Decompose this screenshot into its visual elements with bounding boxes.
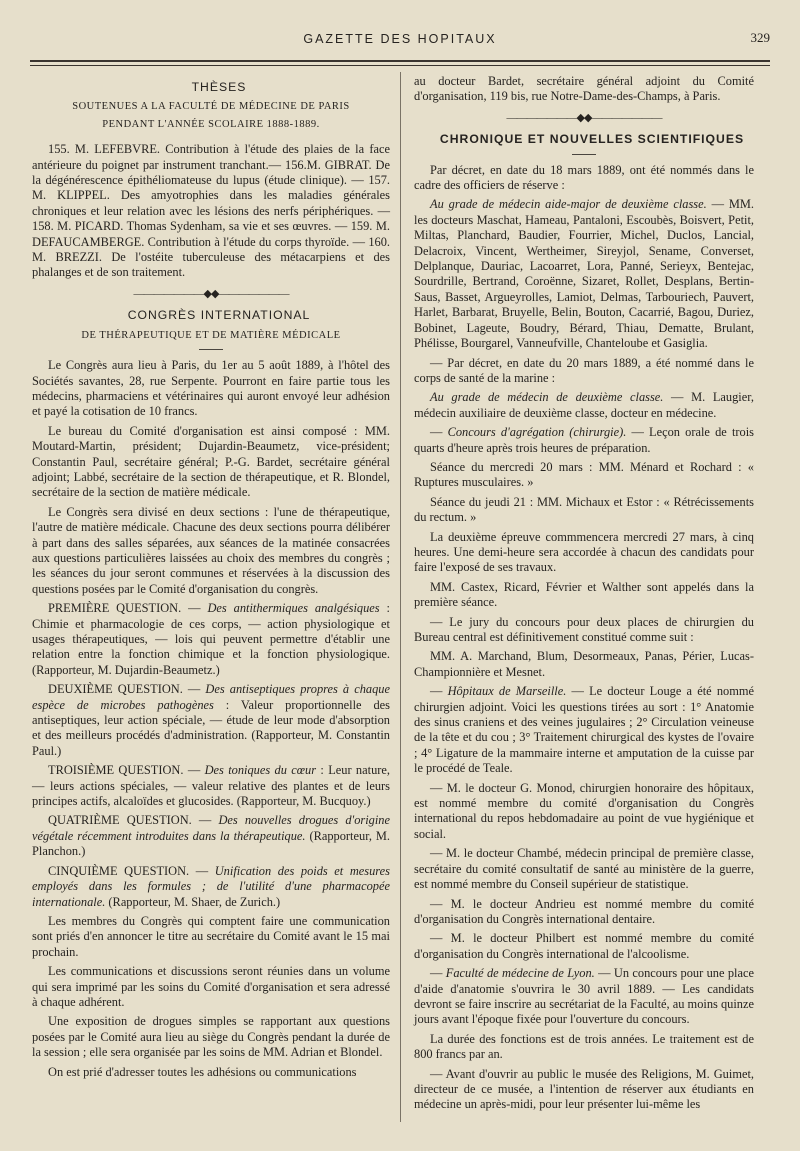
congres-paragraph: Une exposition de drogues simples se rapportant aux questions posées par le Comité aura lieu au siège du Congrès pendant la durée de la session ; elle sera organisée par les soins de MM. Adrian et Blondel. — [32, 1014, 390, 1060]
congres-heading: CONGRÈS INTERNATIONAL — [127, 308, 311, 323]
short-rule — [572, 154, 596, 155]
page-number: 329 — [750, 30, 770, 45]
theses-body: 155. M. LEFEBVRE. Contribution à l'étude des plaies de la face antérieure du poignet par instrument tranchant.— 156.M. GIBRAT. De la dégénérescence épithéliomateuse du lupus (étude clinique). — 157. M. KLIPPEL. Des amyotrophies dans les maladies générales chroniques et leur relation avec les lésions des nerfs périphériques. — 158. M. PICARD. Thomas Sydenham, sa vie et ses œuvres. — 159. M. DEFAUCAMBERGE. Contribution à l'étude du corps thyroïde. — 160. M. BREZZI. De l'ostéite tuberculeuse des métacarpiens et des phalanges et de son traitement. — [32, 142, 390, 280]
congres-paragraph: Le Congrès sera divisé en deux sections : l'une de thérapeutique, l'autre de matière médicale. Chacune des deux sections pourra délibérer à part dans des salles séparées, aux séances de la matinée consacrées aux questions particulières laissées au choix des membres du congrès ; les séances du jour seront communes et réservées à la discussion des questions posées par le Comité d'organisation du congrès. — [32, 504, 390, 596]
news-italic: Faculté de médecine de Lyon. — [445, 966, 595, 981]
news-text: — Leçon orale de trois quarts d'heure après trois heures de préparation. — [414, 425, 754, 455]
news-paragraph: MM. A. Marchand, Blum, Desormeaux, Panas, Périer, Lucas-Championnière et Mesnet. — [414, 649, 754, 679]
question-label: PREMIÈRE QUESTION. — — [48, 601, 201, 616]
question-title: Des antiseptiques propres à chaque espèce de microbes pathogènes — [32, 682, 390, 712]
news-paragraph: — Faculté de médecine de Lyon. — Un concours pour une place d'aide d'anatomie s'ouvrira le 30 avril 1889. — Les candidats devront se faire inscrire au secrétariat de la Faculté, au moins quinze jours avant l'époque fixée pour l'ouverture du concours. — [414, 966, 754, 1027]
news-italic: Concours d'agrégation (chirurgie). — [447, 425, 627, 440]
left-column — [32, 74, 390, 1084]
continuation-paragraph: au docteur Bardet, secrétaire général adjoint du Comité d'organisation, 119 bis, rue Notre-Dame-des-Champs, à Paris. — [414, 74, 754, 104]
news-paragraph: — Hôpitaux de Marseille. — Le docteur Louge a été nommé chirurgien adjoint. Voici les questions tirées au sort : 1° Anatomie des sinus craniens et des veines jugulaires ; 2° Circulation veineuse de la tête et du cou ; 3° Traitement chirurgical des kystes de l'ovaire ; 4° Ligature de la mammaire interne et amputation de la cuisse par le procédé de Teale. — [414, 684, 754, 776]
theses-heading: THÈSES — [191, 80, 247, 94]
news-paragraph: — Avant d'ouvrir au public le musée des Religions, M. Guimet, directeur de ce musée, a l'intention de réserver aux étudiants en médecine un après-midi, pour leur présenter lui-même les — [414, 1066, 754, 1112]
question-5 — [32, 864, 390, 910]
news-paragraph: Par décret, en date du 18 mars 1889, ont été nommés dans le cadre des officiers de réserve : — [414, 162, 754, 193]
question-text: : Chimie et pharmacologie de ces corps, — action physiologique et usages thérapeutiques, — lois qui peuvent permettre d'établir une relation entre la fonction chimique et la fonction physiologique. (Rapporteur, M. Dujardin-Beaumetz.) — [32, 601, 390, 677]
news-italic: Hôpitaux de Marseille. — [447, 684, 567, 699]
news-italic: Au grade de médecin aide-major de deuxième classe. — [430, 197, 707, 212]
question-text: : Leur nature, — leurs actions spéciales, — valeur relative des plantes et de leurs principes actifs, alcaloïdes et glucosides. (Rapporteur, M. Bucquoy.) — [32, 763, 390, 809]
news-paragraph — [414, 197, 754, 351]
question-4 — [32, 813, 390, 859]
question-title: Unification des poids et mesures employés dans les formules ; de l'utilité d'une pharmacopée internationale. — [32, 863, 390, 909]
question-3 — [32, 763, 390, 809]
news-paragraph: MM. Castex, Ricard, Février et Walther sont appelés dans la première séance. — [414, 579, 754, 610]
congres-paragraph: On est prié d'adresser toutes les adhésions ou communications — [48, 1064, 357, 1079]
question-2 — [32, 682, 390, 759]
question-label: QUATRIÈME QUESTION. — — [48, 813, 212, 828]
news-text: — Le docteur Louge a été nommé chirurgien adjoint. Voici les questions tirées au sort : 1° Anatomie des sinus craniens et des veines jugulaires ; 2° Circulation veineuse de la tête et du cou ; 3° Traitement chirurgical des kystes de l'ovaire ; 4° Ligature de la mammaire interne et amputation de la cuisse par le procédé de Teale. — [414, 684, 754, 776]
journal-title: GAZETTE DES HOPITAUX — [303, 32, 497, 46]
right-column — [414, 74, 754, 1117]
news-text: — M. Laugier, médecin auxiliaire de deuxième classe, docteur en médecine. — [414, 390, 754, 420]
news-paragraph: — Le jury du concours pour deux places de chirurgien du Bureau central est définitivement constitué comme suit : — [414, 614, 754, 644]
theses-subheading-1: SOUTENUES A LA FACULTÉ DE MÉDECINE DE PARIS — [72, 101, 350, 113]
news-paragraph: — M. le docteur G. Monod, chirurgien honoraire des hôpitaux, est nommé membre du comité d'organisation du Congrès international du repos hebdomadaire au point de vue hygiénique et social. — [414, 780, 754, 841]
congres-paragraph: Le bureau du Comité d'organisation est ainsi composé : MM. Moutard-Martin, président; Dujardin-Beaumetz, vice-président; Constantin Paul, secrétaire général; P.-G. Bardet, secrétaire général adjoint; Labbé, secrétaire de la section de thérapeutique, et R. Blondel, secrétaire de la section de matière médicale. — [32, 423, 390, 500]
page-header — [30, 28, 770, 62]
column-divider — [400, 72, 401, 1122]
news-paragraph: — M. le docteur Andrieu est nommé membre du comité d'organisation du Congrès international dentaire. — [414, 896, 754, 926]
news-text: — Un concours pour une place d'aide d'anatomie s'ouvrira le 30 avril 1889. — Les candidats devront se faire inscrire au secrétariat de la Faculté, au moins quinze jours avant l'époque fixée pour l'ouverture du concours. — [414, 966, 754, 1027]
congres-paragraph: Le Congrès aura lieu à Paris, du 1er au 5 août 1889, à l'hôtel des Sociétés savantes, 28, rue Serpente. Pourront en faire partie tous les médecins, pharmaciens et vétérinaires qui auront envoyé leur adhésion et payé la cotisation de 10 francs. — [32, 358, 390, 419]
news-paragraph: — Concours d'agrégation (chirurgie). — Leçon orale de trois quarts d'heure après trois heures de préparation. — [414, 425, 754, 455]
section-ornament: ———————◆◆——————— — [506, 111, 662, 124]
congres-subheading: DE THÉRAPEUTIQUE ET DE MATIÈRE MÉDICALE — [81, 329, 341, 341]
news-paragraph — [414, 390, 754, 421]
news-paragraph: — M. le docteur Chambé, médecin principal de première classe, secrétaire du comité consultatif de santé au ministère de la guerre, est nommé membre du Conseil supérieur de statistique. — [414, 846, 754, 892]
question-title: Des toniques du cœur — [204, 763, 317, 778]
congres-paragraph: Les communications et discussions seront réunies dans un volume qui sera imprimé par les soins du Comité d'organisation et sera adressé à chaque adhérent. — [32, 964, 390, 1009]
theses-subheading-2: PENDANT L'ANNÉE SCOLAIRE 1888-1889. — [102, 118, 320, 130]
question-text: (Rapporteur, M. Shaer, de Zurich.) — [108, 894, 281, 909]
question-title: Des antithermiques analgésiques — [207, 601, 380, 616]
question-label: CINQUIÈME QUESTION. — — [48, 863, 209, 878]
question-label: TROISIÈME QUESTION. — — [48, 763, 201, 778]
news-text: — MM. les docteurs Maschat, Hameau, Pantaloni, Escoubès, Boisvert, Petit, Miltas, Planchard, Baudier, Fourrier, Michel, Duclos, Lancial, Delacroix, Vincent, Wertheimer, Sireyjol, Sename, Converset, Delplanque, Dauriac, Lacoarret, Lora, Panné, Serieyx, Bentejac, Sourdrille, Bertrand, Coroënne, Sizaret, Rollet, Desplans, Bertin-Saus, Basset, Argueyrolles, Lamiot, Delmas, Tarbouriech, Pauvert, Harlet, Barbarat, Bruyelle, Belin, Bouton, Cacarrié, Bagou, Duriez, Bobinet, Lageute, Boudry, Bérard, Thiau, Dematte, Brulant, Phélisse, Bourgarel, Vanneufville, Chanteloube et Gasiglia. — [414, 197, 754, 351]
section-ornament: ———————◆◆——————— — [133, 287, 289, 300]
news-paragraph: — Par décret, en date du 20 mars 1889, a été nommé dans le corps de santé de la marine : — [414, 355, 754, 385]
news-italic: Au grade de médecin de deuxième classe. — [430, 390, 664, 405]
news-paragraph: — M. le docteur Philbert est nommé membre du comité d'organisation du Congrès international de l'alcoolisme. — [414, 931, 754, 961]
header-rule — [30, 60, 770, 62]
news-paragraph: Séance du mercredi 20 mars : MM. Ménard et Rochard : « Ruptures musculaires. » — [414, 459, 754, 490]
news-paragraph: Séance du jeudi 21 : MM. Michaux et Estor : « Rétrécissements du rectum. » — [414, 494, 754, 525]
question-label: DEUXIÈME QUESTION. — — [48, 682, 201, 697]
short-rule — [199, 349, 223, 350]
congres-paragraph: Les membres du Congrès qui comptent faire une communication sont priés d'en annoncer le titre au secrétaire du Comité avant le 15 mai prochain. — [32, 913, 390, 959]
news-paragraph: La durée des fonctions est de trois années. Le traitement est de 800 francs par an. — [414, 1031, 754, 1062]
question-text: (Rapporteur, M. Planchon.) — [32, 828, 390, 859]
question-title: Des nouvelles drogues d'origine végétale récemment introduites dans la thérapeutique. — [32, 813, 390, 843]
question-1 — [32, 601, 390, 678]
question-text: : Valeur proportionnelle des antiseptiques, leur action spéciale, — étude de leur mode d'absorption et des meilleurs procédés d'administration. (Rapporteur, M. Constantin Paul.) — [32, 697, 390, 758]
chronique-heading: CHRONIQUE ET NOUVELLES SCIENTIFIQUES — [439, 132, 745, 147]
header-rule-thin — [30, 65, 770, 66]
news-paragraph: La deuxième épreuve commmencera mercredi 27 mars, à cinq heures. Une demi-heure sera accordée à chacun des candidats pour faire l'exposé de ses travaux. — [414, 529, 754, 575]
